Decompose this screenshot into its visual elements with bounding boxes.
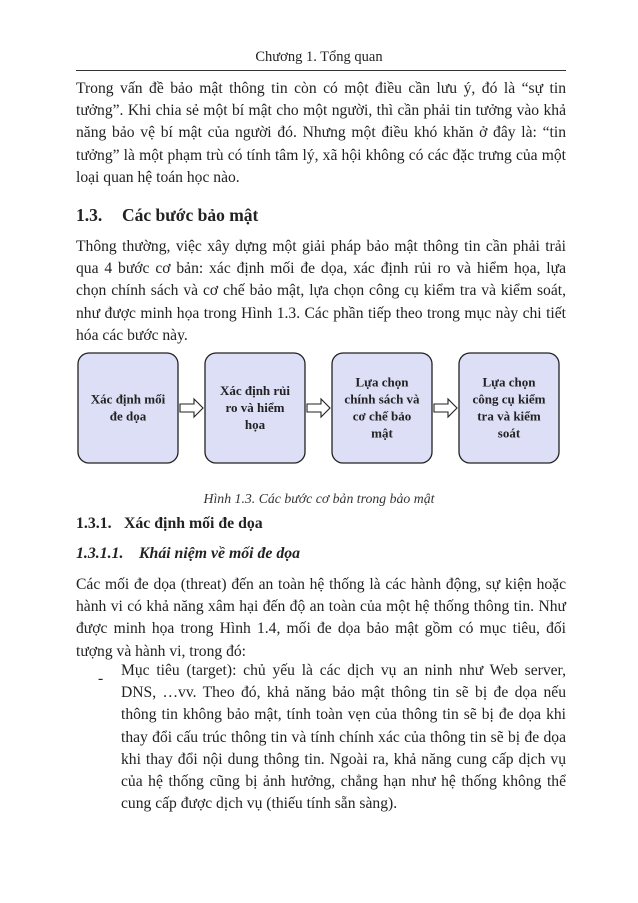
subsubsection-title: Khái niệm về mối đe dọa [139, 545, 301, 562]
steps-diagram [76, 347, 566, 481]
step-3-label-line: Lựa chọn [355, 374, 409, 390]
figure-caption: Hình 1.3. Các bước cơ bản trong bảo mật [203, 491, 435, 506]
bullet-marker: - [98, 670, 104, 687]
flow-arrow-icon [180, 399, 203, 417]
header-rule [76, 70, 566, 71]
section-title: Các bước bảo mật [122, 205, 259, 225]
subsection-heading [76, 515, 263, 533]
section-number: 1.3. [76, 205, 103, 225]
step-2-label-line: Xác định rủi [219, 383, 291, 398]
flow-arrow-icon [307, 399, 330, 417]
subsection-title: Xác định mối đe dọa [124, 515, 263, 532]
section-heading [76, 205, 258, 226]
step-1-label-line: đe dọa [109, 408, 147, 424]
section-paragraph: Thông thường, việc xây dựng một giải pháp bảo mật thông tin cần phải trải qua 4 bước cơ bản: xác định mối đe dọa, xác định rủi ro và hiểm họa, lựa chọn chính sách và cơ chế bảo mật, lựa chọn công cụ kiểm tra và kiểm soát, như được minh họa trong Hình 1.3. Các phần tiếp theo trong mục này chi tiết hóa các bước này. [76, 238, 566, 344]
step-4-label-line: Lựa chọn [482, 374, 536, 390]
step-1-label-line: Xác định mối [90, 391, 166, 407]
intro-paragraph: Trong vấn đề bảo mật thông tin còn có một điều cần lưu ý, đó là “sự tin tưởng”. Khi chia sẻ một bí mật cho một người, thì cần phải tin tưởng vào khả năng bảo vệ bí mật của người đó. Nhưng một điều khó khăn ở đây là: “tin tưởng” là một phạm trù có tính tâm lý, xã hội không có các đặc trưng của một loại quan hệ toán học nào. [76, 80, 566, 186]
subsubsection-number: 1.3.1.1. [76, 545, 124, 562]
step-2-label-line: ro và hiểm [225, 400, 285, 415]
step-3-label-line: chính sách và [344, 391, 420, 407]
step-3-label-line: mật [371, 425, 393, 441]
subsection-number: 1.3.1. [76, 515, 112, 532]
step-4-label-line: soát [497, 425, 521, 441]
step-4-label-line: tra và kiểm [477, 408, 541, 424]
step-3-label-line: cơ chế bảo [352, 408, 412, 424]
step-4-label-line: công cụ kiểm [472, 391, 546, 407]
concept-paragraph: Các mối đe dọa (threat) đến an toàn hệ thống là các hành động, sự kiện hoặc hành vi có khả năng xâm hại đến độ an toàn của một hệ thống thông tin. Như được minh họa trong Hình 1.4, mối đe dọa bảo mật gồm có mục tiêu, đối tượng và hành vi, trong đó: [76, 576, 566, 660]
step-2-label-line: họa [244, 417, 266, 432]
bullet-item: Mục tiêu (target): chủ yếu là các dịch vụ an ninh như Web server, DNS, …vv. Theo đó, khả năng bảo mật thông tin sẽ bị đe dọa nếu thông tin không bảo mật, tính toàn vẹn của thông tin sẽ bị đe dọa khi thay đổi cấu trúc thông tin và tính chính xác của thông tin sẽ bị đe dọa khi thay đổi nội dung thông tin. Ngoài ra, khả năng cung cấp dịch vụ của hệ thống cũng bị ảnh hưởng, chẳng hạn như hệ thống không thể cung cấp được dịch vụ (thiếu tính sẵn sàng). [121, 662, 566, 813]
page-header: Chương 1. Tổng quan [255, 49, 383, 65]
flow-arrow-icon [434, 399, 457, 417]
subsubsection-heading [76, 545, 300, 563]
